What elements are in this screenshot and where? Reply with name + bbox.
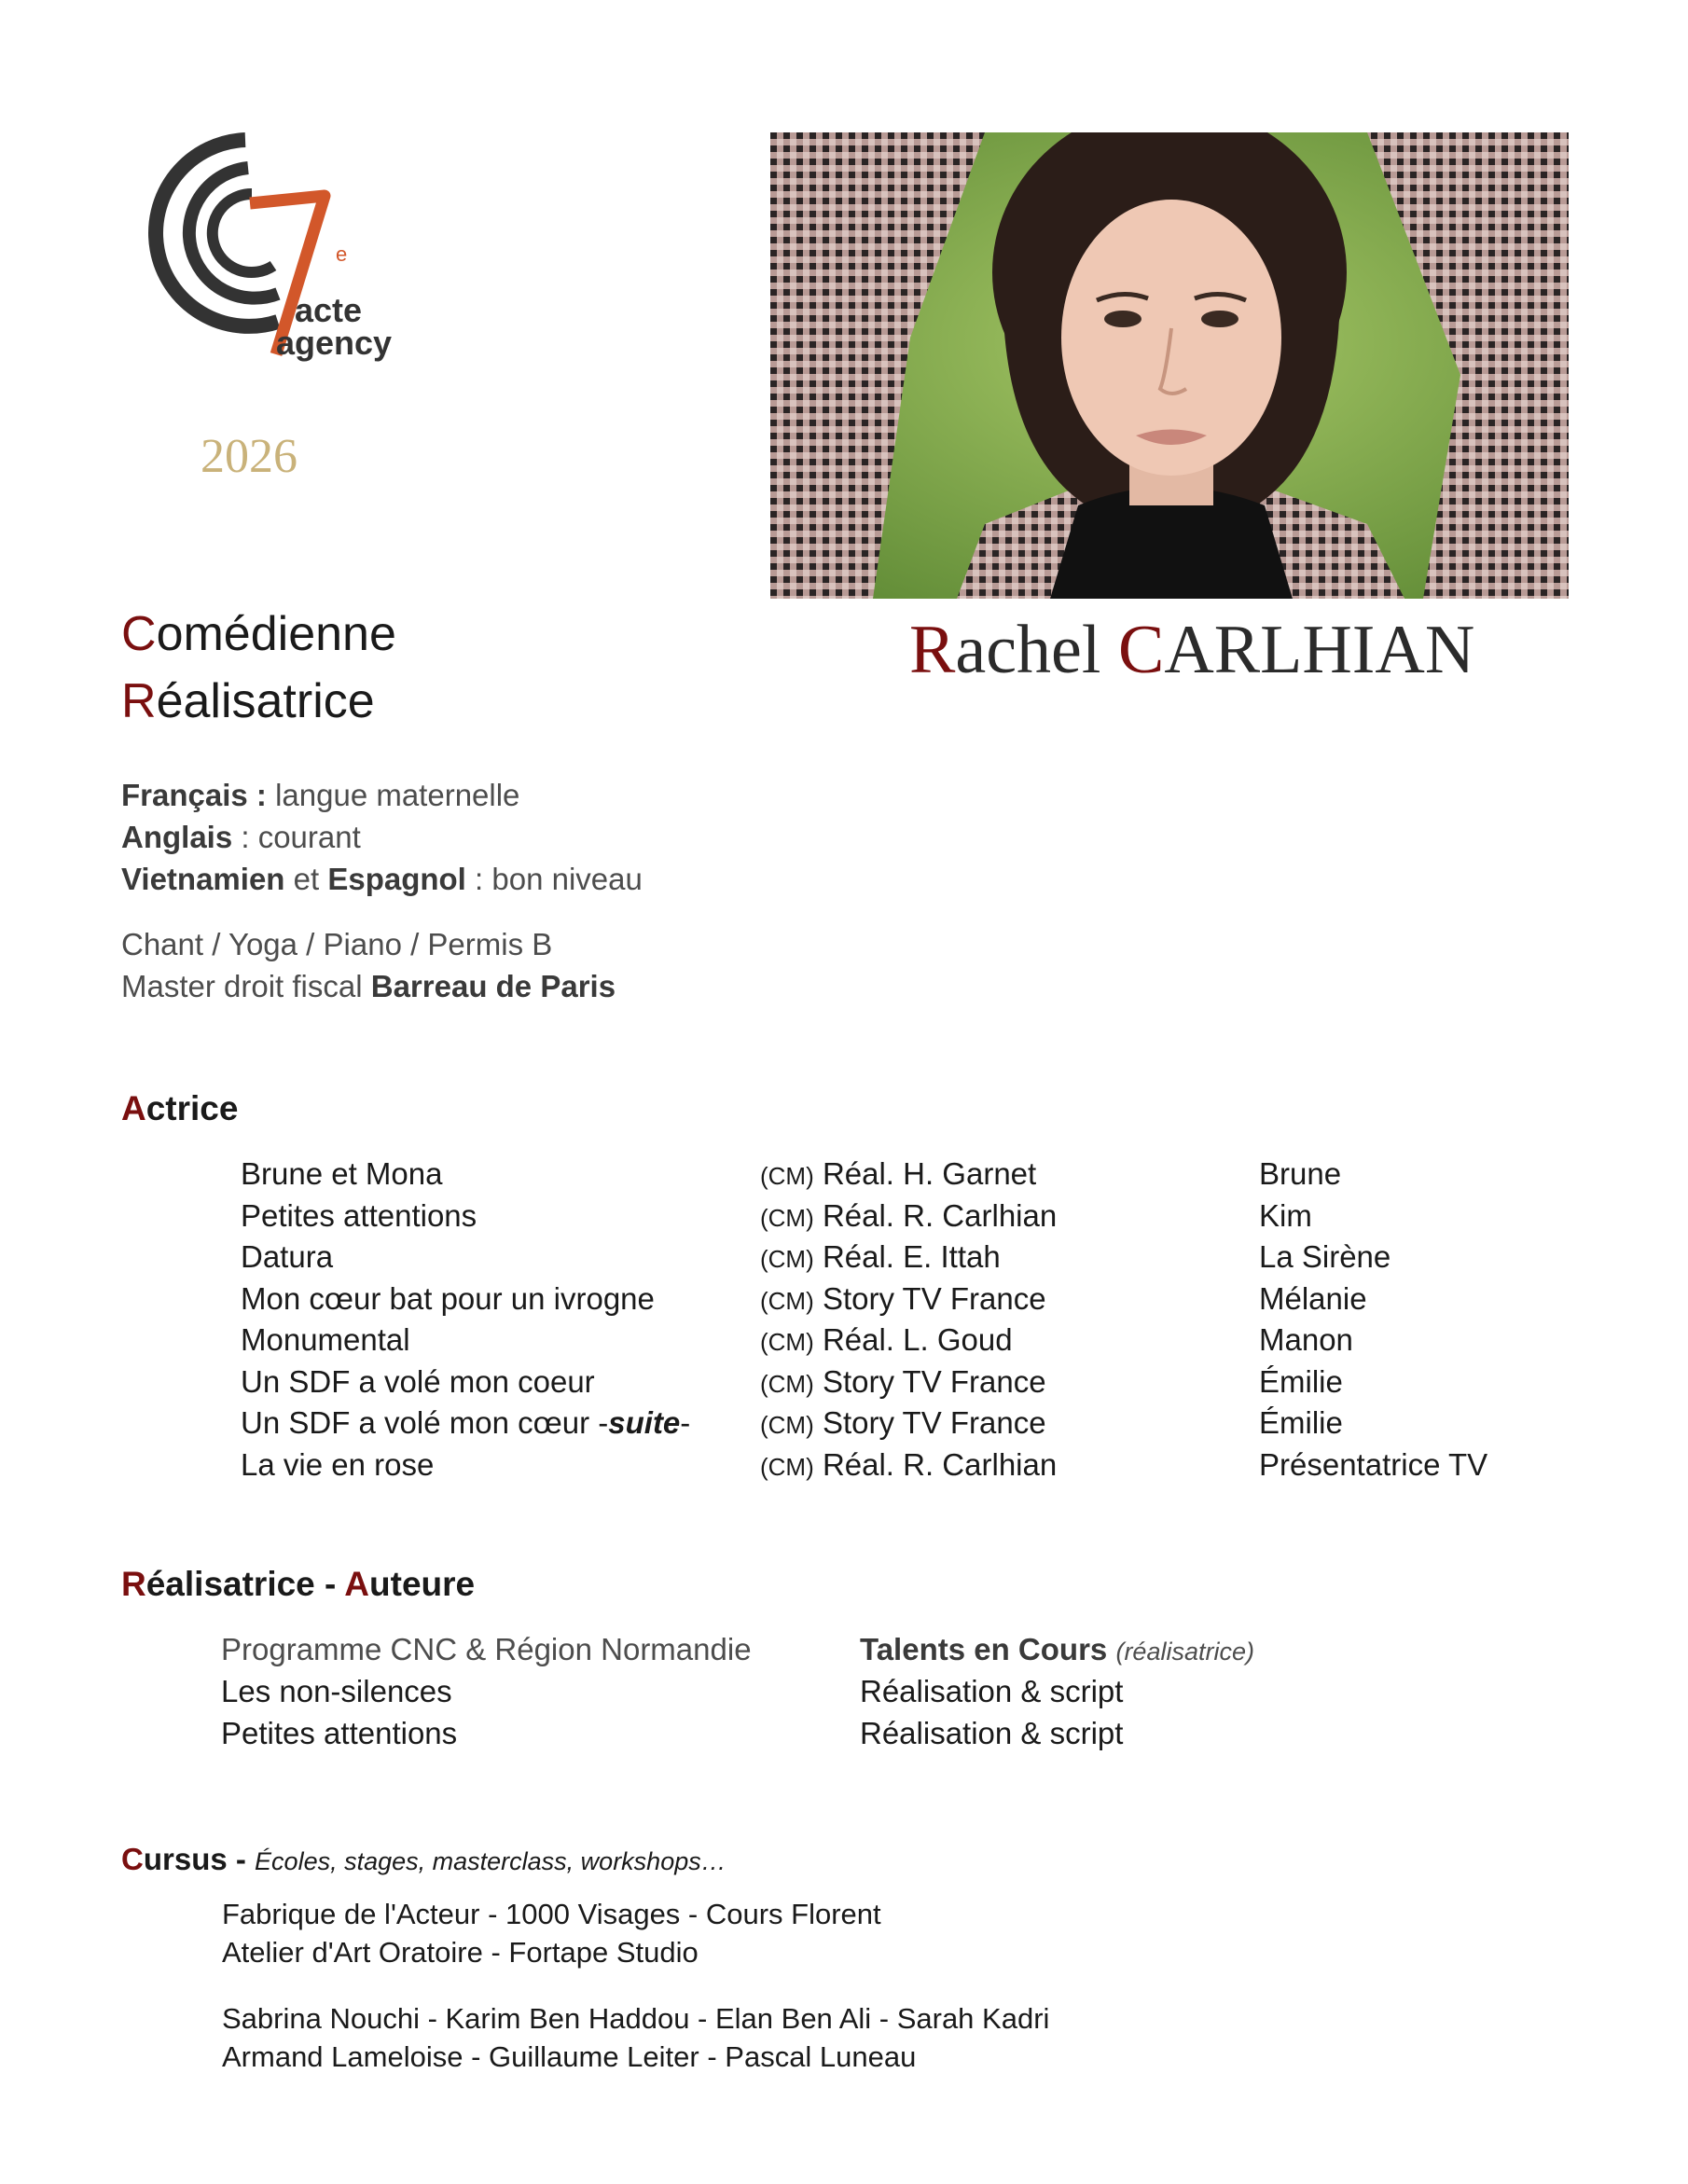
actor-name	[909, 611, 1474, 690]
skill-line: Master droit fiscal Barreau de Paris	[121, 969, 616, 1003]
film-title: Un SDF a volé mon cœur -suite-	[241, 1405, 691, 1440]
film-role: Brune	[1259, 1156, 1342, 1191]
language-line: Anglais : courant	[121, 820, 361, 854]
languages	[121, 774, 643, 900]
logo-superscript: e	[336, 242, 348, 266]
film-director: (CM) Story TV France	[760, 1281, 1046, 1316]
cursus-line: Armand Lameloise - Guillaume Leiter - Pascal Luneau	[222, 2040, 917, 2073]
section-realisatrice-heading: Réalisatrice - Auteure	[121, 1565, 476, 1603]
film-director: (CM) Story TV France	[760, 1364, 1046, 1399]
film-director: (CM) Story TV France	[760, 1405, 1046, 1440]
project-role: Talents en Cours (réalisatrice)	[860, 1632, 1254, 1666]
name-last-rest: ARLHIAN	[1164, 612, 1475, 688]
role-comedienne	[121, 606, 396, 662]
film-role: Émilie	[1259, 1405, 1343, 1440]
film-director: (CM) Réal. E. Ittah	[760, 1239, 1001, 1274]
film-title: Datura	[241, 1239, 334, 1274]
role-realisatrice	[121, 673, 375, 729]
project-role: Réalisation & script	[860, 1716, 1124, 1750]
skills	[121, 923, 616, 1007]
agency-logo	[138, 131, 408, 373]
section-actrice-heading: Actrice	[121, 1089, 239, 1127]
role-rest: éalisatrice	[156, 674, 375, 728]
film-director: (CM) Réal. L. Goud	[760, 1322, 1013, 1357]
portrait-illustration	[770, 132, 1569, 599]
film-director: (CM) Réal. R. Carlhian	[760, 1198, 1058, 1233]
film-role: Kim	[1259, 1198, 1312, 1233]
role-initial: R	[121, 674, 157, 728]
project-title: Petites attentions	[221, 1716, 458, 1750]
name-first-rest: achel	[955, 612, 1101, 688]
language-line: Français : langue maternelle	[121, 778, 520, 812]
portrait-photo	[770, 132, 1569, 599]
project-role: Réalisation & script	[860, 1674, 1124, 1708]
film-title: Mon cœur bat pour un ivrogne	[241, 1281, 655, 1316]
film-role: La Sirène	[1259, 1239, 1391, 1274]
film-role: Émilie	[1259, 1364, 1343, 1399]
name-last-initial: C	[1117, 612, 1165, 688]
logo-text-bottom: agency	[276, 324, 393, 362]
film-title: Brune et Mona	[241, 1156, 443, 1191]
film-title: La vie en rose	[241, 1447, 435, 1482]
logo-text-top: acte	[295, 291, 363, 329]
skill-line: Chant / Yoga / Piano / Permis B	[121, 927, 553, 961]
role-rest: omédienne	[156, 607, 396, 661]
film-director: (CM) Réal. R. Carlhian	[760, 1447, 1058, 1482]
section-cursus-heading: Cursus - Écoles, stages, masterclass, workshops…	[121, 1842, 726, 1876]
year: 2026	[201, 430, 297, 483]
project-title: Les non-silences	[221, 1674, 452, 1708]
film-title: Un SDF a volé mon coeur	[241, 1364, 595, 1399]
name-first-initial: R	[909, 612, 956, 688]
cursus-line: Atelier d'Art Oratoire - Fortape Studio	[222, 1936, 699, 1969]
logo-graphic	[138, 131, 408, 373]
cursus-line: Fabrique de l'Acteur - 1000 Visages - Cours Florent	[222, 1898, 881, 1930]
film-role: Présentatrice TV	[1259, 1447, 1488, 1482]
project-title: Programme CNC & Région Normandie	[221, 1632, 752, 1666]
film-director: (CM) Réal. H. Garnet	[760, 1156, 1037, 1191]
language-line: Vietnamien et Espagnol : bon niveau	[121, 862, 643, 896]
cursus-line: Sabrina Nouchi - Karim Ben Haddou - Elan Ben Ali - Sarah Kadri	[222, 2002, 1050, 2035]
role-initial: C	[121, 607, 157, 661]
film-role: Mélanie	[1259, 1281, 1367, 1316]
film-title: Monumental	[241, 1322, 410, 1357]
film-title: Petites attentions	[241, 1198, 477, 1233]
film-role: Manon	[1259, 1322, 1353, 1357]
